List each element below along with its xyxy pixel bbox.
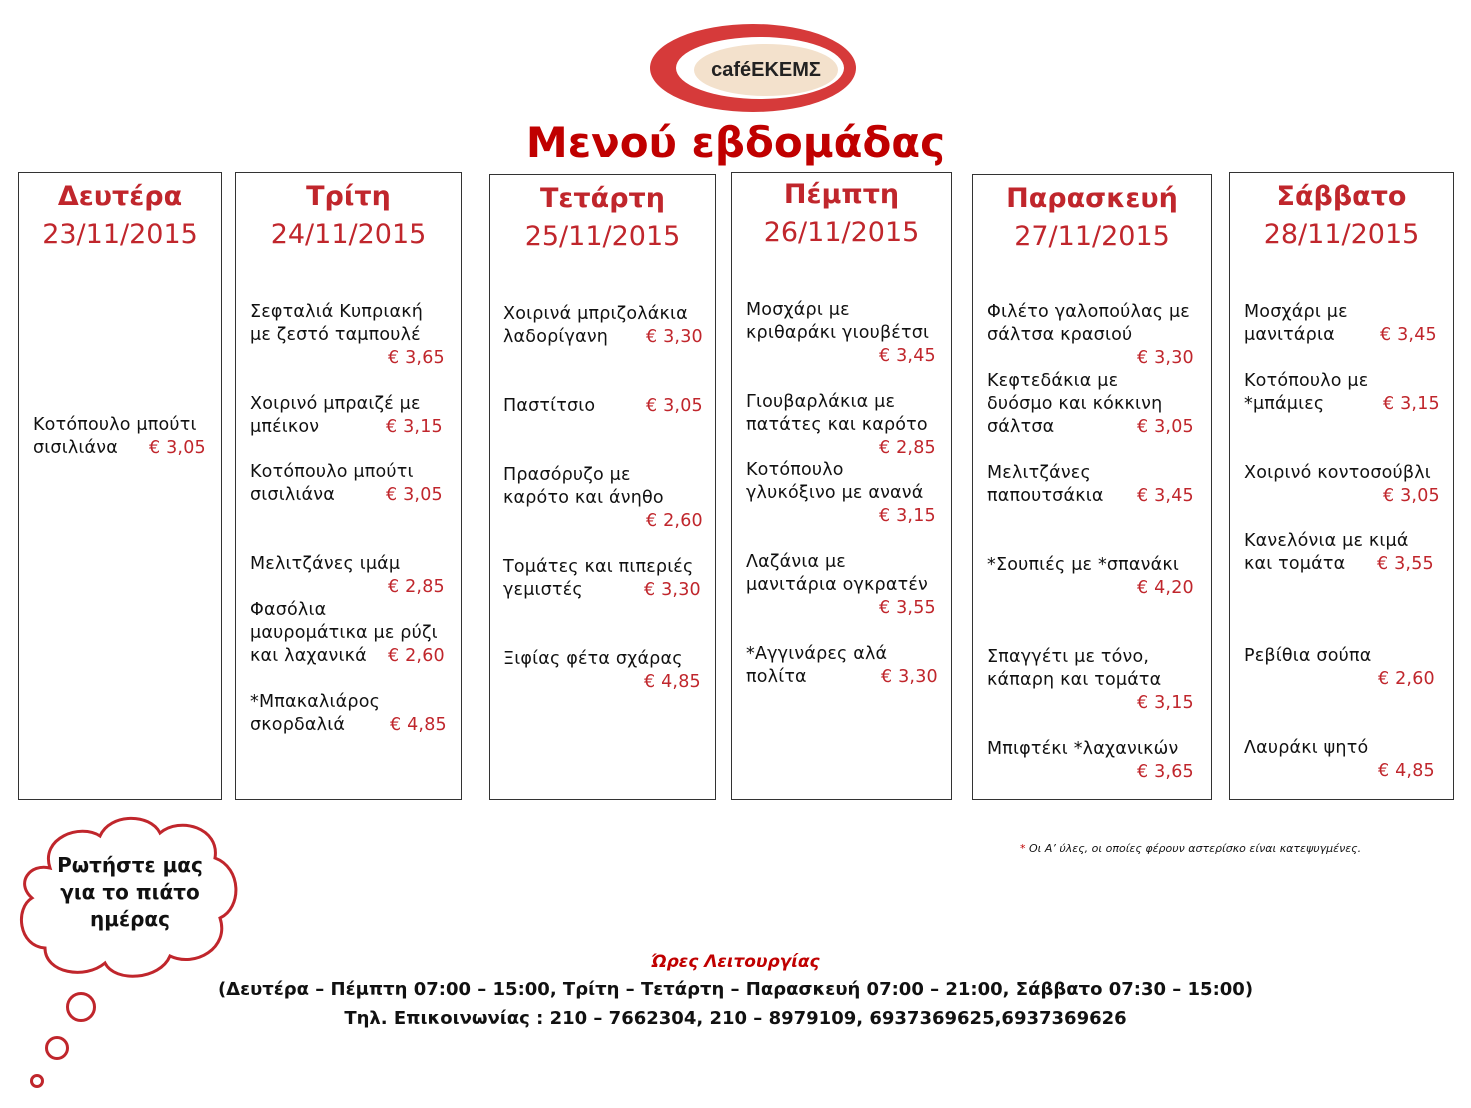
- contact-phones: Τηλ. Επικοινωνίας : 210 – 7662304, 210 – 8979109, 6937369625,6937369626: [344, 1008, 1127, 1029]
- day-date: 27/11/2015: [1014, 221, 1170, 252]
- day-column-friday: [972, 174, 1212, 800]
- cafe-logo: [648, 18, 858, 118]
- dish-item: Γιουβαρλάκια με πατάτες και καρότο € 2,85: [746, 392, 936, 458]
- dish-item: *Σουπιές με *σπανάκι € 4,20: [987, 555, 1194, 598]
- dish-item: Φιλέτο γαλοπούλας με σάλτσα κρασιού € 3,30: [987, 302, 1194, 368]
- dish-item: Ξιφίας φέτα σχάρας € 4,85: [503, 649, 701, 692]
- dish-price: € 3,30: [644, 580, 701, 600]
- dish-item: Κοτόπουλο γλυκόξινο με ανανά € 3,15: [746, 460, 936, 526]
- day-column-saturday: [1229, 172, 1454, 800]
- dish-price: € 3,65: [1137, 762, 1194, 782]
- dish-price: € 3,65: [388, 348, 445, 368]
- day-column-monday: [18, 172, 222, 800]
- thought-bubble: [45, 1036, 69, 1060]
- dish-item: *Αγγινάρες αλά πολίτα € 3,30: [746, 644, 938, 687]
- dish-item: Κοτόπουλο μπούτι σισιλιάνα € 3,05: [250, 462, 443, 505]
- day-date: 23/11/2015: [42, 219, 198, 250]
- dish-price: € 3,30: [881, 667, 938, 687]
- hours-title: Ώρες Λειτουργίας: [651, 952, 820, 972]
- dish-item: Κανελόνια με κιμά και τομάτα € 3,55: [1244, 531, 1434, 574]
- dish-price: € 2,60: [1378, 669, 1435, 689]
- dish-price: € 3,05: [1383, 486, 1440, 506]
- day-date: 25/11/2015: [524, 221, 681, 252]
- day-date: 28/11/2015: [1263, 219, 1420, 250]
- dish-item: Μοσχάρι με μανιτάρια € 3,45: [1244, 302, 1437, 345]
- dish-item: Μελιτζάνες παπουτσάκια € 3,45: [987, 463, 1194, 506]
- dish-item: Χοιρινό κοντοσούβλι € 3,05: [1244, 463, 1440, 506]
- dish-item: Σεφταλιά Κυπριακή με ζεστό ταμπουλέ € 3,65: [250, 302, 445, 368]
- dish-item: Κεφτεδάκια με δυόσμο και κόκκινη σάλτσα € 3,05: [987, 371, 1194, 437]
- dish-item: Σπαγγέτι με τόνο, κάπαρη και τομάτα € 3,15: [987, 647, 1194, 713]
- dish-item: Κοτόπουλο μπούτι σισιλιάνα € 3,05: [33, 415, 206, 458]
- dish-item: Τομάτες και πιπεριές γεμιστές € 3,30: [503, 557, 701, 600]
- dish-item: *Μπακαλιάρος σκορδαλιά € 4,85: [250, 692, 447, 735]
- day-name: Σάββατο: [1276, 181, 1407, 212]
- dish-price: € 3,15: [1137, 693, 1194, 713]
- dish-price: € 2,60: [388, 646, 445, 666]
- dish-price: € 3,30: [1137, 348, 1194, 368]
- day-name: Πέμπτη: [783, 179, 900, 210]
- dish-price: € 3,55: [1377, 554, 1434, 574]
- day-date: 26/11/2015: [763, 217, 920, 248]
- dish-price: € 3,45: [879, 346, 936, 366]
- dish-price: € 4,85: [644, 672, 701, 692]
- dish-price: € 2,60: [646, 511, 703, 531]
- cloud-message: Ρωτήστε μας για το πιάτο ημέρας: [57, 853, 203, 931]
- thought-bubble: [30, 1074, 44, 1088]
- day-name: Τετάρτη: [539, 183, 665, 214]
- dish-price: € 3,15: [1383, 394, 1440, 414]
- opening-hours: (Δευτέρα – Πέμπτη 07:00 – 15:00, Τρίτη – Τετάρτη – Παρασκευή 07:00 – 21:00, Σάββατο 07:30 – 15:00): [217, 979, 1254, 1000]
- dish-price: € 3,55: [879, 598, 936, 618]
- dish-item: Μοσχάρι με κριθαράκι γιουβέτσι € 3,45: [746, 300, 936, 366]
- day-date: 24/11/2015: [270, 219, 427, 250]
- dish-price: € 3,05: [149, 438, 206, 458]
- page-title: Μενού εβδομάδας: [525, 118, 946, 167]
- dish-item: Πρασόρυζο με καρότο και άνηθο € 2,60: [503, 465, 703, 531]
- dish-price: € 3,15: [386, 417, 443, 437]
- dish-price: € 3,05: [1137, 417, 1194, 437]
- dish-price: € 4,20: [1137, 578, 1194, 598]
- day-column-thursday: [731, 172, 952, 800]
- dish-item: Μπιφτέκι *λαχανικών € 3,65: [987, 739, 1194, 782]
- day-name: Παρασκευή: [1006, 183, 1178, 214]
- frozen-note: * Οι Α’ ύλες, οι οποίες φέρουν αστερίσκο είναι κατεψυγμένες.: [1020, 842, 1362, 855]
- dish-price: € 2,85: [879, 438, 936, 458]
- dish-item: Λαζάνια με μανιτάρια ογκρατέν € 3,55: [746, 552, 936, 618]
- day-name: Τρίτη: [306, 181, 391, 212]
- dish-price: € 4,85: [1378, 761, 1435, 781]
- dish-price: € 4,85: [390, 715, 447, 735]
- dish-price: € 3,30: [646, 327, 703, 347]
- day-column-tuesday: [235, 172, 462, 800]
- dish-item: Φασόλια μαυρομάτικα με ρύζι και λαχανικά € 2,60: [250, 600, 445, 666]
- dish-price: € 3,45: [1137, 486, 1194, 506]
- dish-item: Ρεβίθια σούπα € 2,60: [1244, 646, 1435, 689]
- dish-price: € 2,85: [388, 577, 445, 597]
- logo-text: caféEKEMΣ: [711, 59, 821, 81]
- dish-item: Λαυράκι ψητό € 4,85: [1244, 738, 1435, 781]
- day-name: Δευτέρα: [57, 181, 183, 212]
- dish-item: Παστίτσιο € 3,05: [503, 396, 703, 416]
- dish-price: € 3,05: [386, 485, 443, 505]
- dish-item: Χοιρινό μπραιζέ με μπέικον € 3,15: [250, 394, 443, 437]
- dish-item: Μελιτζάνες ιμάμ € 2,85: [250, 554, 445, 597]
- dish-price: € 3,15: [879, 506, 936, 526]
- dish-price: € 3,45: [1380, 325, 1437, 345]
- dish-price: € 3,05: [646, 396, 703, 416]
- dish-item: Χοιρινά μπριζολάκια λαδορίγανη € 3,30: [503, 304, 703, 347]
- dish-item: Κοτόπουλο με *μπάμιες € 3,15: [1244, 371, 1440, 414]
- day-column-wednesday: [489, 174, 716, 800]
